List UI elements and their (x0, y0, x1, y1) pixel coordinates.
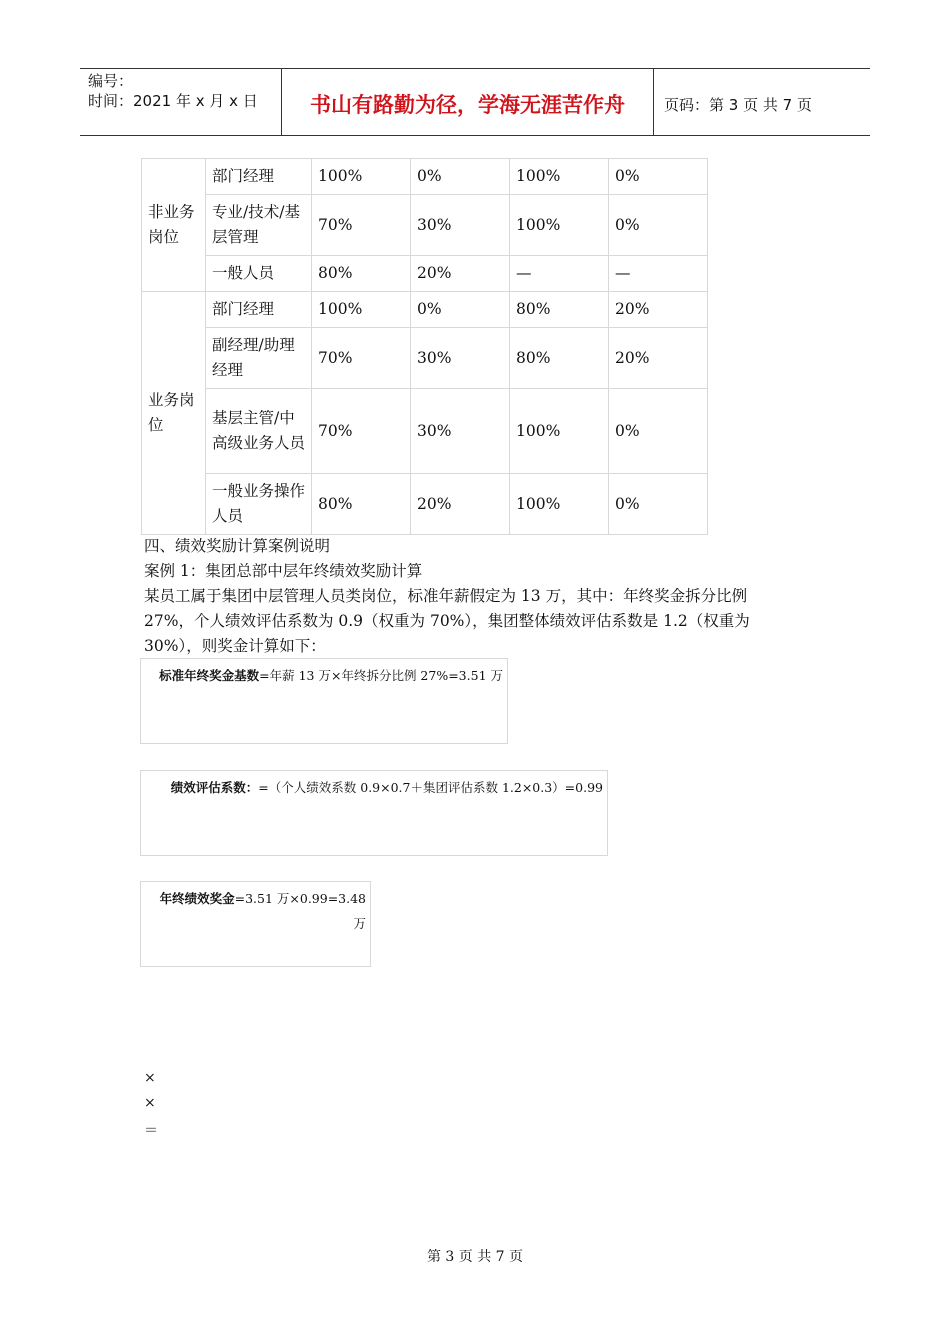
position-cell: 一般人员 (206, 256, 312, 292)
value-cell: 100% (312, 292, 411, 328)
value-cell: 100% (510, 159, 609, 195)
case-paragraph: 某员工属于集团中层管理人员类岗位，标准年薪假定为 13 万，其中：年终奖金拆分比例 27%，个人绩效评估系数为 0.9（权重为 70%），集团整体绩效评估系数是 1.2（权重为 30%），则奖金计算如下： (144, 587, 750, 655)
formula-label: 标准年终奖金基数 (159, 668, 260, 683)
formula-text: =（个人绩效系数 0.9×0.7＋集团评估系数 1.2×0.3）=0.99 (258, 780, 603, 795)
position-cell: 副经理/助理经理 (206, 328, 312, 389)
page-header (80, 68, 870, 136)
value-cell: 70% (312, 195, 411, 256)
formula-text: =3.51 万×0.99=3.48 万 (234, 891, 366, 931)
formula-box-bonus (140, 881, 371, 967)
value-cell: 100% (510, 195, 609, 256)
table-row (142, 292, 708, 328)
page-label: 页码：第 3 页 共 7 页 (664, 95, 812, 114)
multiply-symbol: × (144, 1095, 156, 1111)
group-label: 非业务岗位 (142, 159, 206, 292)
table-row (142, 389, 708, 474)
time-label: 时间：2021 年 x 月 x 日 (88, 92, 258, 110)
value-cell: 0% (609, 195, 708, 256)
value-cell: 0% (609, 389, 708, 474)
position-cell: 部门经理 (206, 159, 312, 195)
group-label: 业务岗位 (142, 292, 206, 535)
value-cell: 20% (411, 474, 510, 535)
value-cell: 20% (411, 256, 510, 292)
header-left-cell (80, 69, 282, 135)
value-cell: — (609, 256, 708, 292)
value-cell: 30% (411, 389, 510, 474)
position-cell: 基层主管/中高级业务人员 (206, 389, 312, 474)
formula-text: =年薪 13 万×年终拆分比例 27%=3.51 万 (259, 668, 503, 683)
table-row (142, 256, 708, 292)
formula-box-base (140, 658, 508, 744)
value-cell: 100% (510, 389, 609, 474)
value-cell: 100% (510, 474, 609, 535)
value-cell: 100% (312, 159, 411, 195)
equals-symbol: ＝ (144, 1123, 158, 1139)
value-cell: 0% (411, 159, 510, 195)
value-cell: 0% (609, 159, 708, 195)
table-row (142, 328, 708, 389)
value-cell: 30% (411, 195, 510, 256)
position-cell: 部门经理 (206, 292, 312, 328)
position-cell: 专业/技术/基层管理 (206, 195, 312, 256)
table-row (142, 474, 708, 535)
value-cell: 70% (312, 328, 411, 389)
value-cell: 80% (312, 256, 411, 292)
value-cell: 0% (609, 474, 708, 535)
value-cell: 20% (609, 292, 708, 328)
table-row (142, 159, 708, 195)
value-cell: 80% (510, 328, 609, 389)
section-heading: 四、绩效奖励计算案例说明 (144, 537, 331, 555)
formula-label: 绩效评估系数： (170, 780, 259, 795)
value-cell: 80% (312, 474, 411, 535)
value-cell: 80% (510, 292, 609, 328)
value-cell: 30% (411, 328, 510, 389)
value-cell: 70% (312, 389, 411, 474)
position-cell: 一般业务操作人员 (206, 474, 312, 535)
formula-box-coefficient (140, 770, 608, 856)
page-footer: 第 3 页 共 7 页 (426, 1249, 524, 1265)
value-cell: — (510, 256, 609, 292)
formula-label: 年终绩效奖金 (159, 891, 235, 906)
table-row (142, 195, 708, 256)
multiply-symbol: × (144, 1070, 156, 1086)
case-title: 案例 1：集团总部中层年终绩效奖励计算 (144, 562, 423, 580)
ratio-table (141, 158, 708, 535)
motto: 书山有路勤为径，学海无涯苦作舟 (282, 69, 654, 135)
number-label: 编号： (88, 72, 134, 90)
value-cell: 20% (609, 328, 708, 389)
value-cell: 0% (411, 292, 510, 328)
